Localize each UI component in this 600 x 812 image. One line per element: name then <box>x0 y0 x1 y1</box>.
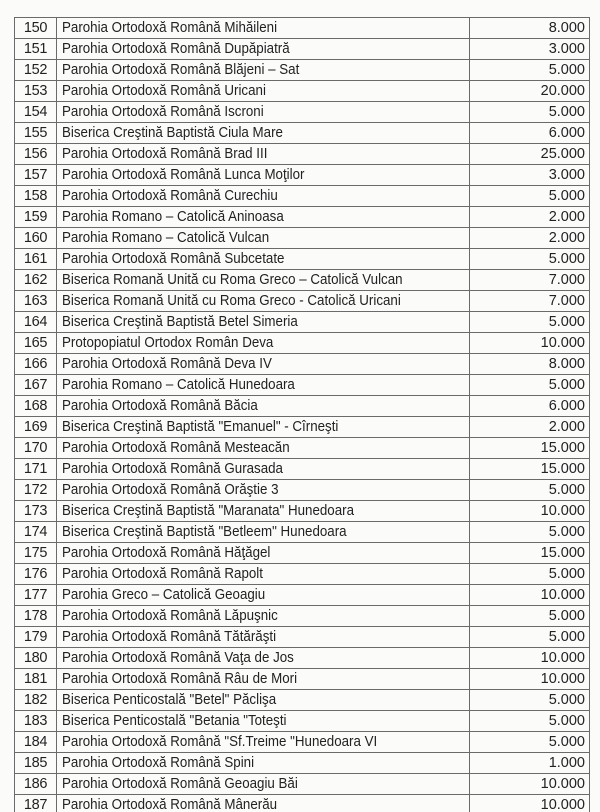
beneficiary-name: Biserica Creştină Baptistă "Betleem" Hunedoara <box>62 524 347 540</box>
beneficiary-cell <box>57 249 470 270</box>
beneficiary-name: Biserica Penticostală "Betania "Toteşti <box>62 713 287 729</box>
beneficiary-cell <box>57 690 470 711</box>
table-row <box>15 522 590 543</box>
beneficiary-name: Parohia Ortodoxă Română Blăjeni – Sat <box>62 62 300 78</box>
amount: 6.000 <box>470 396 590 417</box>
row-number: 182 <box>15 690 57 711</box>
row-number: 153 <box>15 81 57 102</box>
beneficiary-name: Biserica Creştină Baptistă "Emanuel" - Cîrneşti <box>62 419 339 435</box>
row-number: 180 <box>15 648 57 669</box>
beneficiary-name: Parohia Ortodoxă Română Vaţa de Jos <box>62 650 294 666</box>
beneficiary-name: Biserica Creştină Baptistă Betel Simeria <box>62 314 298 330</box>
row-number: 185 <box>15 753 57 774</box>
amount: 10.000 <box>470 795 590 812</box>
amount: 5.000 <box>470 60 590 81</box>
amount: 20.000 <box>470 81 590 102</box>
beneficiary-cell <box>57 270 470 291</box>
amount: 5.000 <box>470 375 590 396</box>
table-row <box>15 81 590 102</box>
row-number: 168 <box>15 396 57 417</box>
table-row <box>15 438 590 459</box>
table-row <box>15 417 590 438</box>
table-row <box>15 207 590 228</box>
table-row <box>15 102 590 123</box>
beneficiary-name: Parohia Romano – Catolică Aninoasa <box>62 209 284 225</box>
row-number: 183 <box>15 711 57 732</box>
amount: 5.000 <box>470 711 590 732</box>
amount: 1.000 <box>470 753 590 774</box>
beneficiary-cell <box>57 543 470 564</box>
row-number: 155 <box>15 123 57 144</box>
table-row <box>15 375 590 396</box>
beneficiary-cell <box>57 585 470 606</box>
table-row <box>15 165 590 186</box>
beneficiary-cell <box>57 333 470 354</box>
beneficiary-name: Parohia Ortodoxă Română Uricani <box>62 83 266 99</box>
table-row <box>15 459 590 480</box>
beneficiary-name: Parohia Ortodoxă Română Râu de Mori <box>62 671 298 687</box>
table-row <box>15 18 590 39</box>
row-number: 158 <box>15 186 57 207</box>
beneficiary-cell <box>57 354 470 375</box>
beneficiary-name: Parohia Ortodoxă Română Lăpuşnic <box>62 608 278 624</box>
beneficiary-name: Biserica Romană Unită cu Roma Greco - Catolică Uricani <box>62 293 401 309</box>
beneficiary-cell <box>57 480 470 501</box>
amount: 25.000 <box>470 144 590 165</box>
beneficiary-cell <box>57 165 470 186</box>
beneficiary-cell <box>57 501 470 522</box>
beneficiary-cell <box>57 186 470 207</box>
table-row <box>15 564 590 585</box>
beneficiary-cell <box>57 396 470 417</box>
amount: 2.000 <box>470 228 590 249</box>
beneficiary-name: Parohia Ortodoxă Română Lunca Moţilor <box>62 167 305 183</box>
beneficiary-cell <box>57 795 470 812</box>
row-number: 154 <box>15 102 57 123</box>
table-row <box>15 228 590 249</box>
amount: 8.000 <box>470 354 590 375</box>
beneficiary-cell <box>57 564 470 585</box>
row-number: 150 <box>15 18 57 39</box>
amount: 10.000 <box>470 585 590 606</box>
row-number: 173 <box>15 501 57 522</box>
row-number: 178 <box>15 606 57 627</box>
beneficiary-name: Parohia Ortodoxă Română Subcetate <box>62 251 285 267</box>
table-row <box>15 732 590 753</box>
amount: 8.000 <box>470 18 590 39</box>
beneficiary-cell <box>57 417 470 438</box>
row-number: 157 <box>15 165 57 186</box>
row-number: 186 <box>15 774 57 795</box>
beneficiary-name: Parohia Ortodoxă Română Băcia <box>62 398 258 414</box>
table-row <box>15 396 590 417</box>
amount: 5.000 <box>470 249 590 270</box>
table-row <box>15 312 590 333</box>
beneficiary-name: Biserica Creştină Baptistă Ciula Mare <box>62 125 283 141</box>
beneficiary-name: Parohia Ortodoxă Română Orăştie 3 <box>62 482 279 498</box>
beneficiary-name: Protopopiatul Ortodox Român Deva <box>62 335 274 351</box>
table-row <box>15 585 590 606</box>
amount: 3.000 <box>470 165 590 186</box>
table-row <box>15 753 590 774</box>
amount: 5.000 <box>470 627 590 648</box>
row-number: 170 <box>15 438 57 459</box>
beneficiary-name: Biserica Penticostală "Betel" Păclişa <box>62 692 277 708</box>
beneficiary-cell <box>57 312 470 333</box>
beneficiary-name: Parohia Romano – Catolică Vulcan <box>62 230 270 246</box>
beneficiary-cell <box>57 81 470 102</box>
beneficiary-cell <box>57 438 470 459</box>
row-number: 156 <box>15 144 57 165</box>
amount: 5.000 <box>470 480 590 501</box>
amount: 7.000 <box>470 291 590 312</box>
beneficiary-name: Parohia Ortodoxă Română Curechiu <box>62 188 278 204</box>
table-row <box>15 501 590 522</box>
table-row <box>15 543 590 564</box>
beneficiary-name: Parohia Ortodoxă Română Brad III <box>62 146 268 162</box>
row-number: 166 <box>15 354 57 375</box>
table-row <box>15 606 590 627</box>
amount: 5.000 <box>470 186 590 207</box>
amount: 10.000 <box>470 333 590 354</box>
table-row <box>15 270 590 291</box>
row-number: 174 <box>15 522 57 543</box>
row-number: 187 <box>15 795 57 812</box>
beneficiary-cell <box>57 102 470 123</box>
row-number: 172 <box>15 480 57 501</box>
amount: 15.000 <box>470 459 590 480</box>
amount: 5.000 <box>470 690 590 711</box>
beneficiary-name: Parohia Ortodoxă Română Mesteacăn <box>62 440 290 456</box>
beneficiary-name: Parohia Ortodoxă Română Deva IV <box>62 356 272 372</box>
row-number: 171 <box>15 459 57 480</box>
beneficiary-cell <box>57 606 470 627</box>
row-number: 163 <box>15 291 57 312</box>
beneficiary-cell <box>57 522 470 543</box>
beneficiary-name: Parohia Ortodoxă Română Geoagiu Băi <box>62 776 298 792</box>
grants-table <box>14 17 590 812</box>
table-row <box>15 774 590 795</box>
amount: 5.000 <box>470 312 590 333</box>
amount: 2.000 <box>470 417 590 438</box>
table-row <box>15 333 590 354</box>
beneficiary-cell <box>57 60 470 81</box>
beneficiary-name: Parohia Ortodoxă Română Rapolt <box>62 566 263 582</box>
beneficiary-name: Parohia Greco – Catolică Geoagiu <box>62 587 266 603</box>
table-row <box>15 60 590 81</box>
row-number: 151 <box>15 39 57 60</box>
beneficiary-name: Parohia Ortodoxă Română Gurasada <box>62 461 283 477</box>
amount: 3.000 <box>470 39 590 60</box>
beneficiary-name: Parohia Romano – Catolică Hunedoara <box>62 377 295 393</box>
beneficiary-name: Parohia Ortodoxă Română "Sf.Treime "Hunedoara VI <box>62 734 378 750</box>
beneficiary-name: Parohia Ortodoxă Română Spini <box>62 755 255 771</box>
table-row <box>15 480 590 501</box>
amount: 15.000 <box>470 438 590 459</box>
amount: 10.000 <box>470 648 590 669</box>
table-row <box>15 711 590 732</box>
row-number: 181 <box>15 669 57 690</box>
beneficiary-cell <box>57 291 470 312</box>
table-row <box>15 669 590 690</box>
beneficiary-cell <box>57 207 470 228</box>
beneficiary-name: Biserica Creştină Baptistă "Maranata" Hunedoara <box>62 503 354 519</box>
beneficiary-name: Parohia Ortodoxă Română Iscroni <box>62 104 264 120</box>
beneficiary-cell <box>57 774 470 795</box>
amount: 2.000 <box>470 207 590 228</box>
row-number: 167 <box>15 375 57 396</box>
amount: 10.000 <box>470 669 590 690</box>
beneficiary-cell <box>57 648 470 669</box>
beneficiary-cell <box>57 18 470 39</box>
beneficiary-cell <box>57 39 470 60</box>
beneficiary-name: Parohia Ortodoxă Română Mânerău <box>62 797 278 812</box>
beneficiary-cell <box>57 123 470 144</box>
amount: 15.000 <box>470 543 590 564</box>
beneficiary-cell <box>57 732 470 753</box>
beneficiary-cell <box>57 669 470 690</box>
table-row <box>15 795 590 812</box>
amount: 10.000 <box>470 501 590 522</box>
beneficiary-name: Biserica Romană Unită cu Roma Greco – Catolică Vulcan <box>62 272 403 288</box>
row-number: 169 <box>15 417 57 438</box>
beneficiary-cell <box>57 375 470 396</box>
row-number: 176 <box>15 564 57 585</box>
beneficiary-name: Parohia Ortodoxă Română Tătărăşti <box>62 629 277 645</box>
table-row <box>15 123 590 144</box>
beneficiary-cell <box>57 144 470 165</box>
beneficiary-name: Parohia Ortodoxă Română Dupăpiatră <box>62 41 290 57</box>
beneficiary-cell <box>57 228 470 249</box>
amount: 5.000 <box>470 606 590 627</box>
row-number: 164 <box>15 312 57 333</box>
table-row <box>15 144 590 165</box>
beneficiary-cell <box>57 459 470 480</box>
amount: 5.000 <box>470 732 590 753</box>
beneficiary-cell <box>57 711 470 732</box>
table-row <box>15 39 590 60</box>
amount: 6.000 <box>470 123 590 144</box>
row-number: 184 <box>15 732 57 753</box>
row-number: 161 <box>15 249 57 270</box>
row-number: 175 <box>15 543 57 564</box>
row-number: 159 <box>15 207 57 228</box>
row-number: 160 <box>15 228 57 249</box>
table-row <box>15 186 590 207</box>
table-row <box>15 690 590 711</box>
row-number: 152 <box>15 60 57 81</box>
table-row <box>15 648 590 669</box>
amount: 7.000 <box>470 270 590 291</box>
amount: 5.000 <box>470 564 590 585</box>
row-number: 162 <box>15 270 57 291</box>
beneficiary-name: Parohia Ortodoxă Română Hăţăgel <box>62 545 271 561</box>
beneficiary-cell <box>57 753 470 774</box>
beneficiary-name: Parohia Ortodoxă Română Mihăileni <box>62 20 278 36</box>
table-row <box>15 249 590 270</box>
row-number: 179 <box>15 627 57 648</box>
table-row <box>15 627 590 648</box>
row-number: 165 <box>15 333 57 354</box>
grants-table-body <box>15 18 590 812</box>
amount: 5.000 <box>470 522 590 543</box>
amount: 5.000 <box>470 102 590 123</box>
amount: 10.000 <box>470 774 590 795</box>
table-row <box>15 354 590 375</box>
beneficiary-cell <box>57 627 470 648</box>
row-number: 177 <box>15 585 57 606</box>
table-row <box>15 291 590 312</box>
